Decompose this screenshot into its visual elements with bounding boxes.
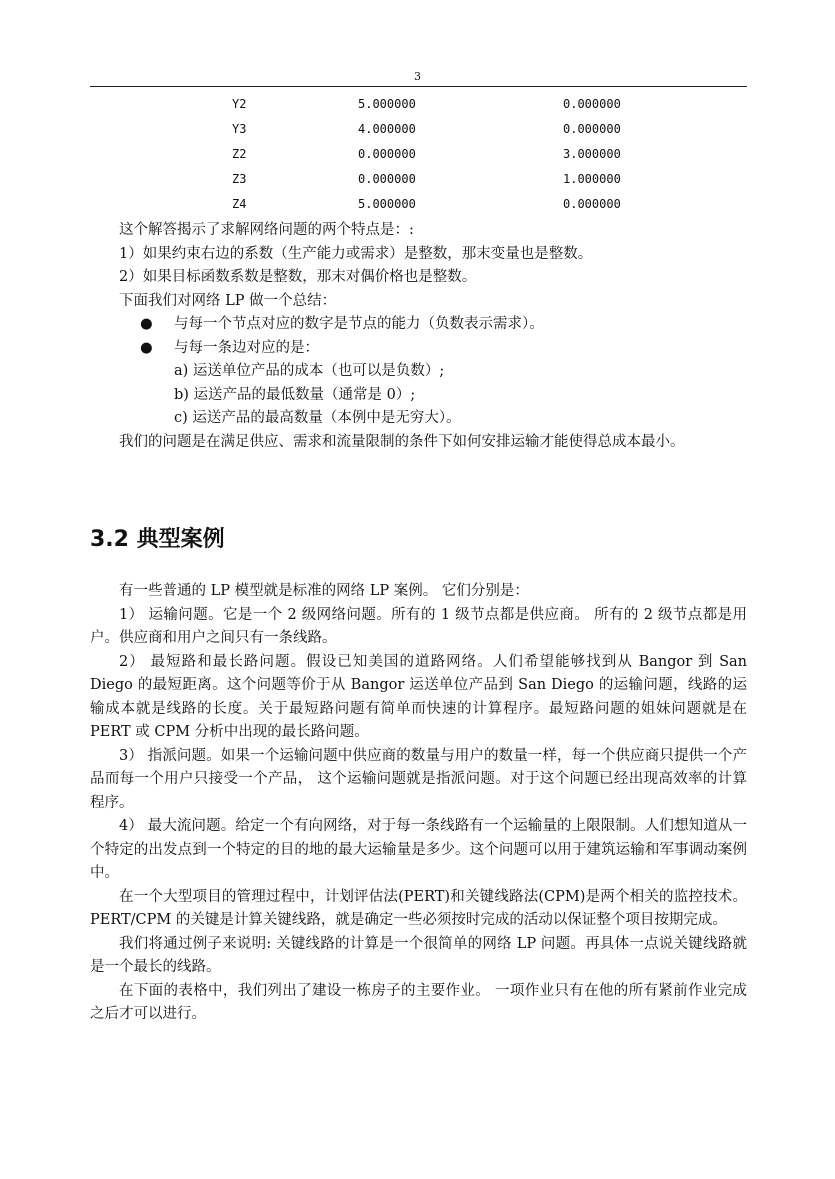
paragraph: 下面我们对网络 LP 做一个总结： [119,292,337,309]
paragraph: 我们的问题是在满足供应、需求和流量限制的条件下如何安排运输才能使得总成本最小。 [119,433,685,450]
paragraph: 3） 指派问题。如果一个运输问题中供应商的数量与用户的数量一样，每一个供应商只提供一个产品而每一个用户只接受一个产品， 这个运输问题就是指派问题。对于这个问题已经出现高效率的计算程序。 [90,747,747,811]
paragraph: 1）如果约束右边的系数（生产能力或需求）是整数，那末变量也是整数。 [119,245,593,262]
variable-value: 0.000000 [358,172,416,186]
reduced-cost: 0.000000 [563,122,621,136]
table-row [0,120,835,145]
page-number: 3 [414,70,421,83]
bullet-item [90,313,747,337]
table-row [0,145,835,170]
paragraph: 4） 最大流问题。给定一个有向网络，对于每一条线路有一个运输量的上限限制。人们想知道从一个特定的出发点到一个特定的目的地的最大运输量是多少。这个问题可以用于建筑运输和军事调动案例中。 [90,818,747,881]
bullet-icon: ● [140,339,153,356]
paragraph: 我们将通过例子来说明: 关键线路的计算是一个很简单的网络 LP 问题。再具体一点说关键线路就是一个最长的线路。 [90,935,747,975]
variable-value: 5.000000 [358,197,416,211]
bullet-item [90,337,747,361]
bullet-icon: ● [140,316,153,332]
table-row [0,195,835,220]
bullet-text: 与每一条边对应的是： [174,339,319,356]
variable-name: Z3 [232,172,247,186]
variable-value: 4.000000 [358,122,416,136]
sub-item: c) 运送产品的最高数量（本例中是无穷大）。 [174,410,461,426]
paragraph: 在下面的表格中，我们列出了建设一栋房子的主要作业。 一项作业只有在他的所有紧前作业完成之后才可以进行。 [90,982,747,1022]
variable-name: Z4 [232,197,247,211]
paragraph: 2）如果目标函数系数是整数，那末对偶价格也是整数。 [119,269,477,285]
reduced-cost: 0.000000 [563,197,621,211]
reduced-cost: 1.000000 [563,172,621,186]
paragraph: 这个解答揭示了求解网络问题的两个特点是：: [119,222,414,238]
header-rule [90,86,747,87]
variable-name: Z2 [232,147,247,161]
variable-name: Y3 [232,122,247,136]
variable-name: Y2 [232,97,247,111]
variable-value: 0.000000 [358,147,416,161]
reduced-cost: 0.000000 [563,97,621,111]
paragraph: 2） 最短路和最长路问题。假设已知美国的道路网络。人们希望能够找到从 Bangor 到 San Diego 的最短距离。这个问题等价于从 Bangor 运送单位产品到 San Diego 的运输问题，线路的运输成本就是线路的长度。关于最短路问题有简单而快速的计算程序。最短路问题的姐妹问题就是在 PERT 或 CPM 分析中出现的最长路问题。 [90,653,747,740]
paragraph: 在一个大型项目的管理过程中，计划评估法(PERT)和关键线路法(CPM)是两个相关的监控技术。PERT/CPM 的关键是计算关键线路，就是确定一些必须按时完成的活动以保证整个项目按期完成。 [90,888,747,928]
section-heading: 3.2 典型案例 [90,527,225,552]
sub-item: a) 运送单位产品的成本（也可以是负数）; [174,363,445,379]
table-row [0,95,835,120]
bullet-text: 与每一个节点对应的数字是节点的能力（负数表示需求）。 [174,316,544,332]
variable-value: 5.000000 [358,97,416,111]
section-body [90,580,747,1027]
table-row [0,170,835,195]
reduced-cost: 3.000000 [563,147,621,161]
solution-table [0,95,835,220]
sub-item: b) 运送产品的最低数量（通常是 0）; [174,386,416,403]
summary-text [90,219,747,454]
paragraph: 1） 运输问题。它是一个 2 级网络问题。所有的 1 级节点都是供应商。 所有的 2 级节点都是用户。供应商和用户之间只有一条线路。 [90,606,747,646]
paragraph: 有一些普通的 LP 模型就是标准的网络 LP 案例。 它们分别是： [119,583,529,599]
